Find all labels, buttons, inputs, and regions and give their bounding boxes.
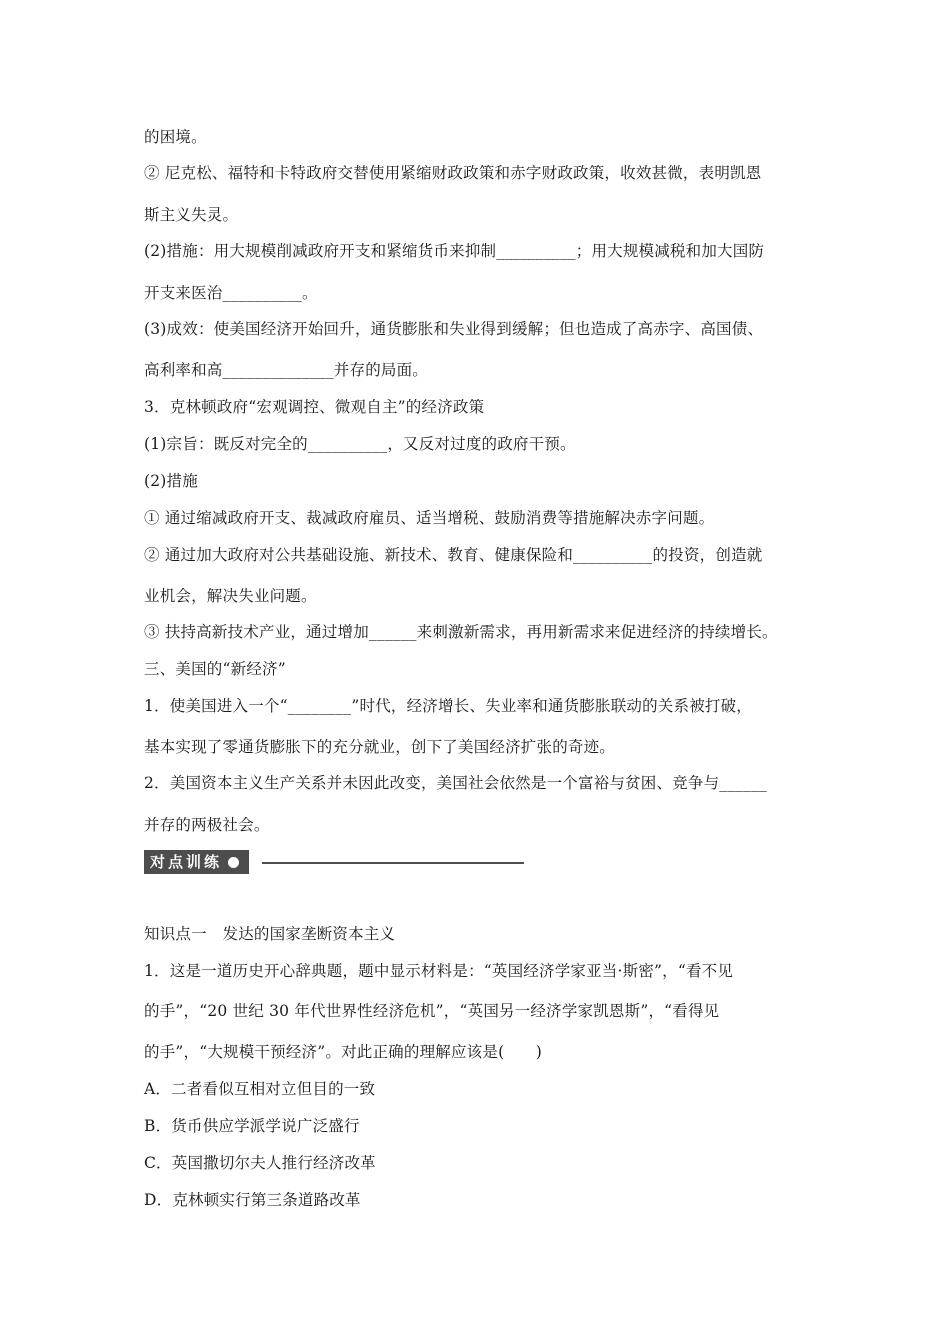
- text-line: 3．克林顿政府“宏观调控、微观自主”的经济政策: [144, 398, 485, 416]
- question-line: 的手”，“20 世纪 30 年代世界性经济危机”，“英国另一经济学家凯恩斯”，“看得见: [144, 1002, 720, 1020]
- text-line: 并存的两极社会。: [144, 816, 270, 834]
- text-line: ③ 扶持高新技术产业，通过增加______来刺激新需求，再用新需求来促进经济的持续增长。: [144, 623, 778, 641]
- text-line: 开支来医治__________。: [144, 284, 318, 302]
- text-line: ① 通过缩减政府开支、裁减政府雇员、适当增税、鼓励消费等措施解决赤字问题。: [144, 509, 715, 527]
- text-line: ② 尼克松、福特和卡特政府交替使用紧缩财政政策和赤字财政政策，收效甚微，表明凯恩: [144, 164, 762, 182]
- question-line: 1．这是一道历史开心辞典题，题中显示材料是：“英国经济学家亚当·斯密”，“看不见: [144, 962, 734, 980]
- section-heading: 三、美国的“新经济”: [144, 660, 286, 678]
- text-line: 业机会，解决失业问题。: [144, 587, 317, 605]
- question-line: 的手”，“大规模干预经济”。对此正确的理解应该是( ): [144, 1043, 542, 1061]
- text-line: 高利率和高______________并存的局面。: [144, 361, 429, 379]
- text-line: (2)措施：用大规模削减政府开支和紧缩货币来抑制__________；用大规模减税和加大国防: [144, 242, 765, 260]
- section-banner: [144, 850, 534, 876]
- text-line: (2)措施: [144, 472, 198, 490]
- text-line: 1．使美国进入一个“________”时代，经济增长、失业率和通货膨胀联动的关系被打破，: [144, 697, 753, 715]
- text-line: 2．美国资本主义生产关系并未因此改变，美国社会依然是一个富裕与贫困、竞争与______: [144, 774, 767, 792]
- section-divider: [262, 862, 524, 864]
- option-c: C．英国撒切尔夫人推行经济改革: [144, 1154, 376, 1172]
- text-line: 基本实现了零通货膨胀下的充分就业，创下了美国经济扩张的奇迹。: [144, 738, 616, 756]
- text-line: (1)宗旨：既反对完全的__________，又反对过度的政府干预。: [144, 435, 576, 453]
- section-banner-label: [144, 850, 249, 874]
- option-d: D．克林顿实行第三条道路改革: [144, 1191, 361, 1209]
- text-line: 斯主义失灵。: [144, 206, 239, 224]
- option-a: A．二者看似互相对立但目的一致: [144, 1080, 376, 1098]
- dot-icon: [228, 857, 239, 868]
- text-line: 的困境。: [144, 128, 207, 146]
- knowledge-point-heading: 知识点一 发达的国家垄断资本主义: [144, 925, 396, 943]
- option-b: B．货币供应学派学说广泛盛行: [144, 1117, 360, 1135]
- section-banner-text: 对点训练: [150, 853, 223, 871]
- text-line: (3)成效：使美国经济开始回升，通货膨胀和失业得到缓解；但也造成了高赤字、高国债、: [144, 320, 764, 338]
- text-line: ② 通过加大政府对公共基础设施、新技术、教育、健康保险和__________的投资，创造就: [144, 546, 763, 564]
